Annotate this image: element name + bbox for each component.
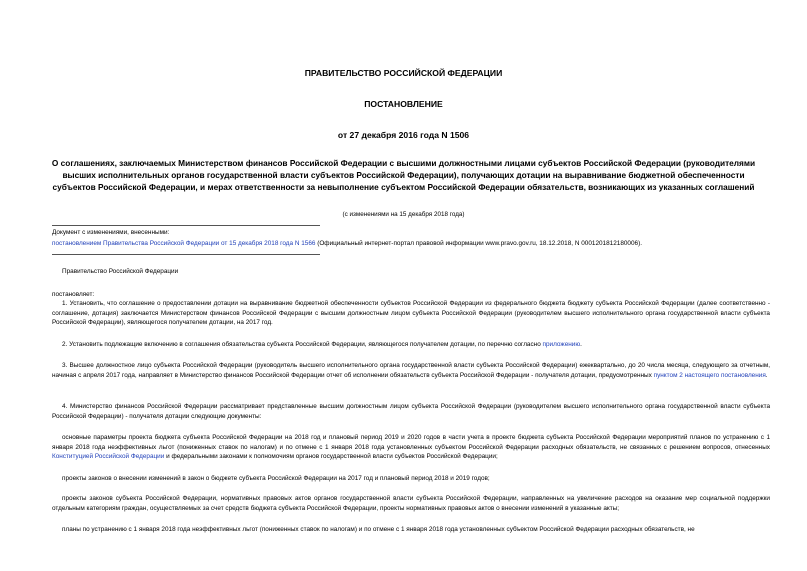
edition-note: (с изменениями на 15 декабря 2018 года)	[342, 211, 465, 218]
amendment-link[interactable]: постановлением Правительства Российской Федерации от 15 декабря 2018 года N 1566	[52, 240, 316, 247]
appendix-link[interactable]: приложению	[542, 341, 581, 348]
decree-line: постановляет:	[52, 291, 95, 298]
document-date-number: от 27 декабря 2016 года N 1506	[337, 130, 470, 140]
paragraph-2	[52, 340, 770, 350]
paragraph-2-end: .	[580, 341, 582, 348]
changes-source-text: (Официальный интернет-портал правовой информации www.pravo.gov.ru, 18.12.2018, N 0001201812180006).	[315, 240, 643, 247]
paragraph-3-text: 3. Высшее должностное лицо субъекта Российской Федерации (руководитель высшего исполнительного органа государственной власти субъекта Российской Федерации) ежеквартально, до 20 числа месяца, следующего за отчетным, начиная с апреля 2017 года, направляет в Министерство финансов Российской Федерации отчет об исполнении обязательств субъекта Российской Федерации - получателя дотации, предусмотренных	[52, 362, 770, 379]
constitution-link[interactable]: Конституцией Российской Федерации	[52, 453, 165, 461]
changes-line	[52, 239, 770, 249]
paragraph-6: проекты законов о внесении изменений в закон о бюджете субъекта Российской Федерации на 2017 год и плановый период 2018 и 2019 годов;	[62, 475, 490, 482]
changes-intro: Документ с изменениями, внесенными:	[52, 229, 170, 236]
paragraph-7: проекты законов субъекта Российской Федерации, нормативных правовых актов органов государственной власти субъекта Российской Федерации, направленных на увеличение расходов на оказание мер социальной поддержки отдельным категориям граждан, осуществляемых за счет средств бюджета субъекта Российской Федерации, проекты нормативных правовых актов о внесении изменений в указанные акты;	[52, 495, 770, 512]
document-title: О соглашениях, заключаемых Министерством финансов Российской Федерации с высшими должностными лицами субъектов Российской Федерации (руководителями высших исполнительных органов государственной власти субъектов Российской Федерации), получающих дотации на выравнивание бюджетной обеспеченности субъектов Российской Федерации, и мерах ответственности за невыполнение субъектом Российской Федерации обязательств, возникающих из указанных соглашений	[51, 158, 756, 193]
paragraph-5-end: и федеральными законами к полномочиям органов государственной власти субъектов Российской Федерации;	[164, 453, 498, 461]
government-heading: ПРАВИТЕЛЬСТВО РОССИЙСКОЙ ФЕДЕРАЦИИ	[304, 68, 503, 78]
document-type-heading: ПОСТАНОВЛЕНИЕ	[364, 99, 443, 109]
paragraph-5-text: основные параметры проекта бюджета субъекта Российской Федерации на 2018 год и плановый период 2019 и 2020 годов в части учета в проекте бюджета субъекта Российской Федерации мероприятий планов по устранению с 1 января 2018 года неэффективных льгот (пониженных ставок по налогам) и по отмене с 1 января 2018 года установленных субъектом Российской Федерации расходных обязательств, не связанных с решением вопросов, отнесенных	[52, 434, 770, 451]
government-line: Правительство Российской Федерации	[62, 268, 179, 275]
clause-2-link[interactable]: пунктом 2 настоящего постановления	[653, 371, 766, 379]
paragraph-8: планы по устранению с 1 января 2018 года неэффективных льгот (пониженных ставок по налогам) и по отмене с 1 января 2018 года установленных субъектом Российской Федерации расходных обязательств, не	[62, 526, 695, 533]
paragraph-5	[52, 433, 770, 462]
bottom-divider	[52, 254, 320, 255]
paragraph-3	[52, 361, 770, 380]
paragraph-2-text: 2. Установить подлежащие включению в соглашения обязательства субъекта Российской Федерации, являющегося получателем дотации, по перечню согласно	[62, 341, 543, 348]
paragraph-4: 4. Министерство финансов Российской Федерации рассматривает представленные высшим должностным лицом субъекта Российской Федерации (руководителем высшего исполнительного органа государственной власти субъекта Российской Федерации) - получателя дотации следующие документы:	[52, 403, 770, 420]
top-divider	[52, 225, 320, 226]
paragraph-3-end: .	[765, 371, 768, 379]
paragraph-1: 1. Установить, что соглашение о предоставлении дотации на выравнивание бюджетной обеспеченности субъектов Российской Федерации из федерального бюджета бюджету субъекта Российской Федерации (далее соответственно - соглашение, дотация) заключается Министерством финансов Российской Федерации с высшим должностным лицом субъекта Российской Федерации (руководителем высшего исполнительного органа государственной власти субъекта Российской Федерации), являющегося получателем дотации, на 2017 год.	[52, 300, 770, 327]
